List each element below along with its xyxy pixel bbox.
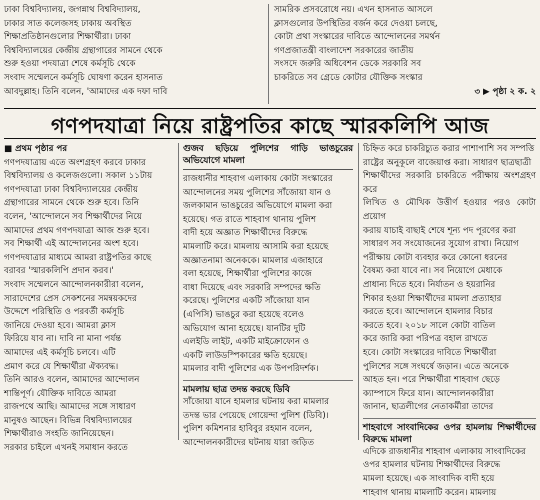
text-line: ফিরিয়ে যাব না। দাবি না মানা পর্যন্ত — [4, 334, 122, 345]
text-line: রাজপথে আছি। আমাদের সঙ্গে সাধারণ — [4, 402, 136, 413]
text-line: লিখিত ও মৌখিক উত্তীর্ণ হওয়ার পরও কোটা প্রয়োগ — [363, 198, 536, 222]
text-line: সরকার চাইলে এখনই সমাধান করতে — [4, 443, 128, 454]
text-line: শিকার হওয়া শিক্ষার্থীদের মামলা প্রত্যাহার — [363, 293, 502, 304]
text-line: উদ্দেশে পরিস্থিতি ও পরবর্তী কর্মসূচি — [4, 307, 125, 318]
text-line: চিহ্নিত করে চাকরিচ্যুত করার পাশাপাশি সব সম্পত্তি — [363, 144, 535, 154]
text-line: আন্দোলনের সময় পুলিশের সাঁজোয়া যান ও — [183, 187, 331, 198]
top-left-column — [4, 4, 262, 104]
text-line: সাধারণ সব সংযোজনের সুযোগ রাখা। নিয়োগ — [363, 239, 519, 250]
top-right-column — [274, 4, 536, 104]
text-line: একটি লাউডস্পিকারের ক্ষতি হয়েছে। — [183, 350, 308, 361]
text-line: সারাদেশের প্রেস সেকশনের সমন্বয়কদের — [4, 293, 137, 304]
text-line: শিক্ষাপ্রতিষ্ঠানগুলোর শিক্ষার্থীরা। ঢাকা — [4, 32, 131, 43]
text-line: গণপদযাত্রায় এতে অংশগ্রহণ করবে ঢাকার — [4, 157, 146, 168]
continued-note: ৩ ▶ পৃষ্ঠা ২ ক. ২ — [474, 86, 536, 97]
text-line: পুলিশের সঙ্গে সংঘর্ষে জড়ান। এতে অনেকে — [363, 361, 509, 372]
text-line: বাধা দিয়েছে এবং সরকারি সম্পদের ক্ষতি — [183, 282, 321, 293]
text-line: সংবাদ সম্মেলনে আন্দোলনকারীরা বলেন, — [4, 279, 144, 290]
subheadline: শাহবাগে সাংবাদিকের ওপর হামলায় শিক্ষার্থীদের বিরুদ্ধে মামলা — [363, 422, 536, 445]
headline-bottom-rule — [4, 138, 536, 139]
right-article-column — [363, 143, 536, 498]
text-line: ওপর হামলার ঘটনায় শিক্ষার্থীদের বিরুদ্ধে — [363, 460, 501, 471]
text-line: ঢাকা বিশ্ববিদ্যালয়, জগন্নাথ বিশ্ববিদ্যালয়, — [4, 5, 141, 15]
text-line: (এপিসি) ভাঙচুর করা হয়েছে বলেও — [183, 309, 305, 320]
text-line: জানান, ছাত্রলীগের নেতাকর্মীরা তাদের — [363, 402, 494, 413]
text-line: বরাবর 'স্মারকলিপি প্রদান করব।' — [4, 266, 114, 277]
text-line: রাজধানীর শাহবাগ এলাকায় কোটা সংস্কারের — [183, 174, 333, 184]
text-line: বলা হয়েছে, শিক্ষার্থীরা পুলিশের কাজে — [183, 269, 312, 280]
column-divider — [268, 4, 269, 104]
text-line: করায় যাচাই বাছাই শেষে শূন্য পদ পূরণের করা — [363, 225, 516, 236]
text-line: বৈষম্য করা যাবে না। সব নিয়োগে মেধাকে — [363, 266, 503, 277]
text-line: পুলিশ কমিশনার হাবিবুর রহমান বলেন, — [183, 424, 313, 435]
text-line: আমাদের প্রথম গণপদযাত্রা আজ শুরু হবে। — [4, 225, 150, 236]
left-article-column — [4, 143, 174, 454]
text-line: এদিকে রাজধানীর শাহবাগ এলাকায় সাংবাদিকের — [363, 446, 526, 457]
text-line: শিক্ষার্থীরাও সংহতি জানিয়েছেন। — [4, 429, 114, 440]
text-line: গণপ্রজাতন্ত্রী বাংলাদেশ সরকারের জাতীয় — [274, 45, 414, 56]
subheadline: গুজব ছড়িয়ে পুলিশের গাড়ি ভাঙচুরের অভিযোগে মামলা — [183, 144, 353, 166]
text-line: তদন্ত ভার পেয়েছে গোয়েন্দা পুলিশ (ডিবি)। — [183, 410, 329, 421]
text-line: চাকরিতে সব গ্রেডে কোটার যৌক্তিক সংস্কার — [274, 72, 423, 83]
text-line: কোটা প্রথা সংস্কারের দাবিতে আন্দোলনের সমর্থন — [274, 32, 441, 43]
text-line: আবদুল্লাহ। তিনি বলেন, 'আমাদের এক দফা দাবি — [4, 86, 168, 97]
text-line: অজ্ঞাতনামা অনেককে। মামলার এজাহারে — [183, 255, 323, 266]
text-line: সব শিক্ষার্থী এই আন্দোলনের অংশ হবে। — [4, 239, 139, 250]
text-line: শিক্ষার্থীদের সরকারি চাকরিতে পরীক্ষায় অংশগ্রহণ করে — [363, 171, 536, 195]
text-line: রাষ্ট্রের অনুকূলে বাজেয়াপ্ত করা। সাধারণ ছাত্রছাত্রী — [363, 157, 532, 168]
middle-article-column — [183, 143, 353, 448]
text-line: জলকামান ভাঙচুরের অভিযোগে মামলা করা — [183, 201, 333, 212]
text-line: বিশ্ববিদ্যালয়ের কেন্দ্রীয় গ্রন্থাগারের সামনে থেকে — [4, 45, 163, 56]
text-line: ঢাকার সাত কলেজসহ ঢাকায় অবস্থিত — [4, 18, 132, 29]
text-line: আহত হন। পরে শিক্ষার্থীরা শাহবাগ ছেড়ে — [363, 375, 500, 386]
text-line: মামলাটি করে। মামলায় আসামি করা হয়েছে — [183, 241, 329, 252]
text-line: গ্রন্থাগারের সামনে থেকে শুরু হবে। তিনি — [4, 198, 140, 209]
text-line: শুরু হওয়া পদযাত্রা শেষে কর্মসূচি থেকে — [4, 59, 136, 70]
text-line: সামরিক প্রসবরোধে নয়। এখন হাসনাত আসলে — [274, 5, 433, 15]
text-line: মামলা হয়েছে। এক সাংবাদিক বাদী হয়ে — [363, 474, 495, 485]
text-line: শান্তিপূর্ণ। যৌক্তিক দাবিতে আমরা — [4, 388, 117, 399]
text-line: বলেন, 'আন্দোলনে সব শিক্ষার্থীদের নিয়ে — [4, 211, 142, 222]
text-line: শাহবাগ থানায় মামলাটি করেন। মামলায় — [363, 487, 497, 498]
column-divider — [358, 143, 359, 440]
subhead-rule — [183, 169, 353, 170]
text-line: প্রাধান্য দিতে হবে। নির্যাতন ও হয়রানির — [363, 279, 496, 290]
section-divider — [363, 418, 536, 419]
text-line: করেছে। পুলিশের একটি সাঁজোয়া যান — [183, 296, 310, 307]
text-line: গণপদযাত্রার মাধ্যমে আমরা রাষ্ট্রপতির কাছে — [4, 252, 152, 263]
text-line: হয়েছে। গত রাতে শাহবাগ থানায় পুলিশ — [183, 214, 317, 225]
text-line: বাদী হয়ে অজ্ঞাত শিক্ষার্থীদের বিরুদ্ধে — [183, 228, 308, 239]
column-divider — [178, 143, 179, 440]
text-line: আমাদের এই কর্মসূচি চলবে। এটি — [4, 347, 116, 358]
text-line: সাঁজোয়া যানে হামলার ঘটনায় করা মামলার — [183, 396, 330, 407]
text-line: গণপদযাত্রা ঢাকা বিশ্ববিদ্যালয়ের কেন্দ্রীয় — [4, 184, 138, 195]
section-divider — [183, 380, 353, 381]
text-line: আন্দোলনকারীদের ঘটনায় যারা জড়িত — [183, 437, 315, 448]
main-headline: গণপদযাত্রা নিয়ে রাষ্ট্রপতির কাছে স্মারকলিপি আজ — [51, 113, 489, 138]
text-line: ক্লাসগুলোর উপস্থিতির বর্জন করে দেওয়া চলছে, — [274, 18, 438, 29]
text-line: সংবাদ সম্মেলনে কর্মসূচি ঘোষণা করেন হাসনাত — [4, 72, 163, 83]
text-line: করতে হবে। আন্দোলনে হামলার বিচার — [363, 307, 493, 318]
text-line: প্রমাণ করে যে শিক্ষার্থীরা ঐক্যবদ্ধ। — [4, 361, 119, 372]
text-line: জানিয়ে দেওয়া হবে। আমরা ক্লাস — [4, 320, 116, 331]
text-line: ক্যাম্পাসে ফিরে যান। আন্দোলনকারীরা — [363, 388, 494, 399]
text-line: মামলার বাদী পুলিশের এক উপপরিদর্শক। — [183, 364, 319, 375]
text-line: বিশ্ববিদ্যালয় ও কলেজগুলো। সকাল ১১টায় — [4, 171, 153, 182]
text-line: সংসদে জরুরি অধিবেশন ডেকে সরকারি সব — [274, 59, 422, 70]
text-line: তিনি আরও বলেন, আমাদের আন্দোলন — [4, 375, 140, 386]
continued-from-label: ■ প্রথম পৃষ্ঠার পর — [4, 144, 68, 154]
text-line: হবে। কোটা সংস্কারের দাবিতে শিক্ষার্থীরা — [363, 347, 497, 358]
text-line: অভিযোগ আনা হয়েছে। যানটির দুটি — [183, 323, 306, 334]
text-line: মানুষও আছেন। বিভিন্ন বিশ্ববিদ্যালয়ের — [4, 415, 133, 426]
text-line: এলইডি লাইট, একটি মাইক্রোফোন ও — [183, 337, 310, 348]
subheadline: মামলায় ছাত্র তদন্ত করছে ডিবি — [183, 384, 290, 395]
text-line: পরীক্ষায় কোটা ব্যবহার করে কোনো ধরনের — [363, 252, 508, 263]
text-line: করে জারি করা পরিপত্র বহাল রাখতে — [363, 334, 488, 345]
text-line: করতে হবে। ২০১৮ সালে কোটা বাতিল — [363, 320, 496, 331]
headline-top-rule — [4, 108, 536, 109]
